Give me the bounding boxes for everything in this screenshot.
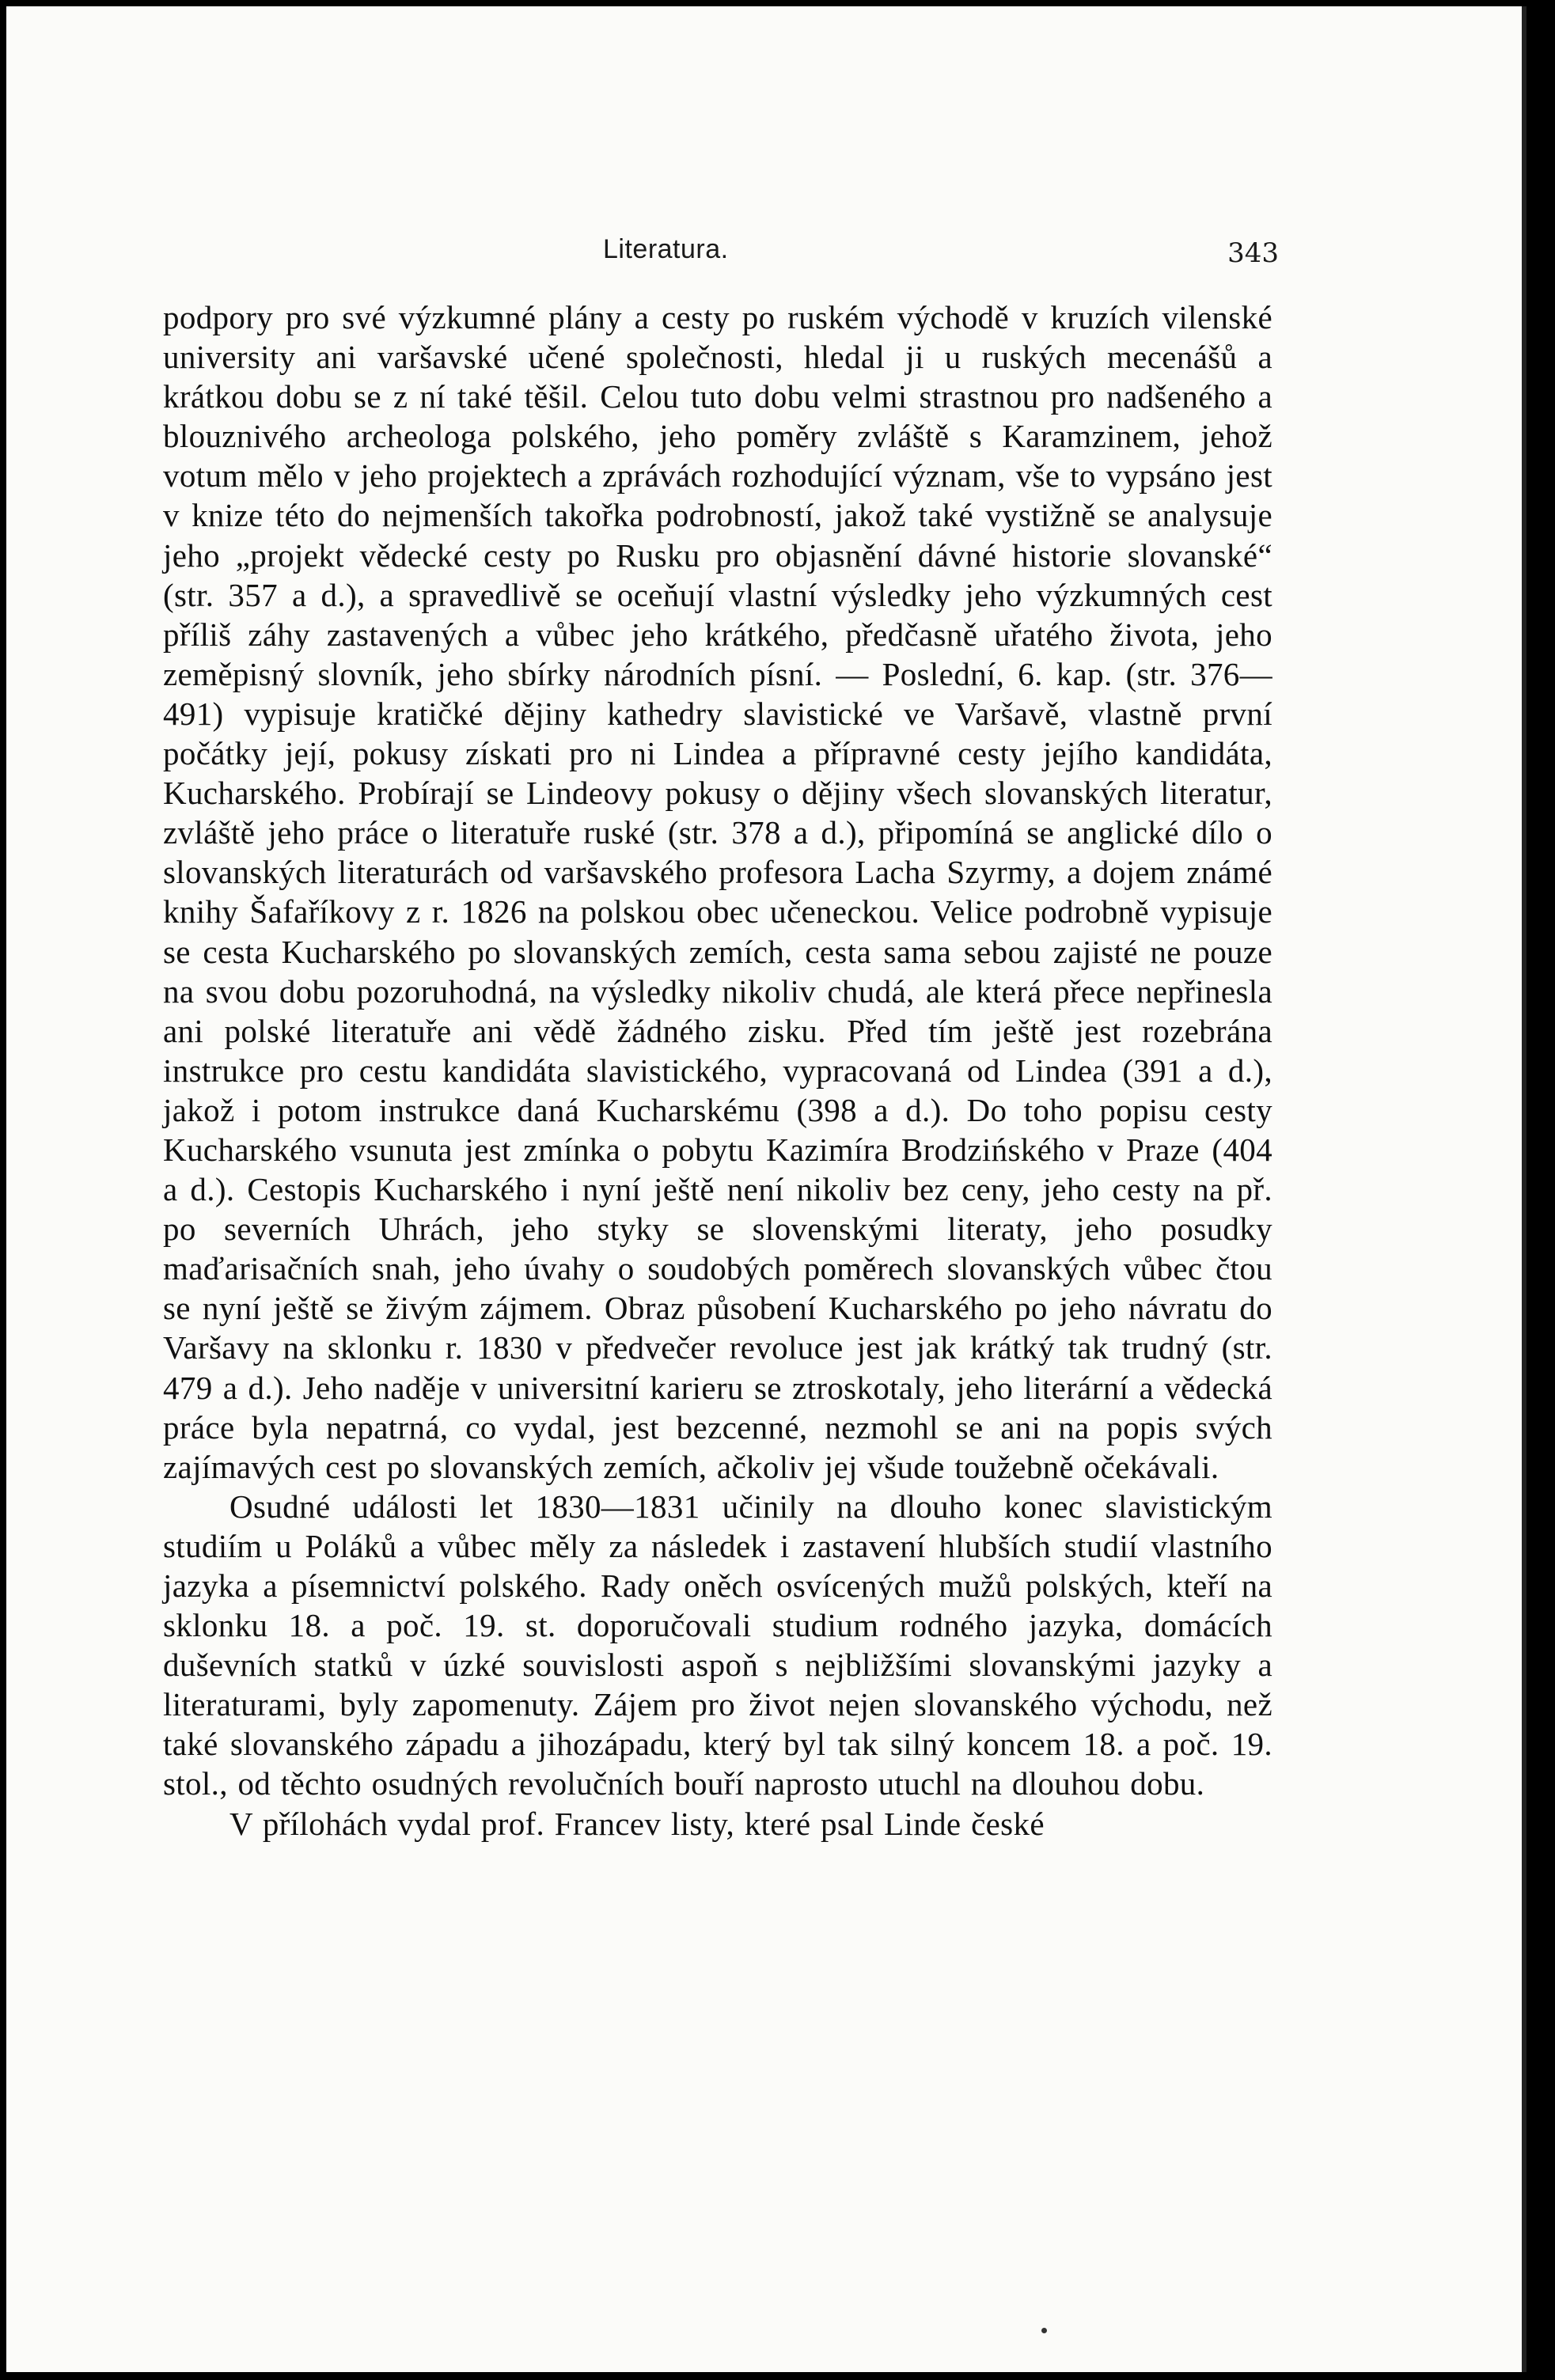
paragraph-3: V přílohách vydal prof. Francev listy, které psal Linde české	[229, 1805, 1045, 1842]
body-text	[163, 298, 1272, 1844]
page-number: 343	[1227, 237, 1279, 269]
paragraph-2: Osudné události let 1830—1831 učinily na dlouho konec slavistickým studiím u Poláků a vůbec měly za následek i zastavení hlubších studií vlastního jazyka a písemnictví polského. Rady oněch osvícených mužů polských, kteří na sklonku 18. a poč. 19. st. doporučovali studium rodného jazyka, domácích duševních statků v úzké souvislosti aspoň s nejbližšími slovanskými jazyky a literaturami, byly zapomenuty. Zájem pro život nejen slovanského východu, než také slovanského západu a jihozápadu, který byl tak silný koncem 18. a poč. 19. stol., od těchto osudných revolučních bouří naprosto utuchl na dlouhou dobu.	[163, 1488, 1272, 1802]
print-dot-mark	[1041, 2328, 1047, 2333]
running-head: Literatura.	[603, 234, 729, 264]
paragraph-1: podpory pro své výzkumné plány a cesty po ruském východě v kruzích vilenské university ani varšavské učené společnosti, hledal ji u ruských mecenášů a krátkou dobu se z ní také těšil. Celou tuto dobu velmi strastnou pro nadšeného a blouznivého archeologa polského, jeho poměry zvláště s Karamzinem, jehož votum mělo v jeho projektech a zprávách rozhodující význam, vše to vypsáno jest v knize této do nejmenších takořka podrobností, jakož také vystižně se analysuje jeho „projekt vědecké cesty po Rusku pro objasnění dávné historie slovanské“ (str. 357 a d.), a spravedlivě se oceňují vlastní výsledky jeho výzkumných cest příliš záhy zastavených a vůbec jeho krátkého, předčasně uřatého života, jeho zeměpisný slovník, jeho sbírky národních písní. — Poslední, 6. kap. (str. 376—491) vypisuje kratičké dějiny kathedry slavistické ve Varšavě, vlastně první počátky její, pokusy získati pro ni Lindea a přípravné cesty jejího kandidáta, Kucharského. Probírají se Lindeovy pokusy o dějiny všech slovanských literatur, zvláště jeho práce o literatuře ruské (str. 378 a d.), připomíná se anglické dílo o slovanských literaturách od varšavského profesora Lacha Szyrmy, a dojem známé knihy Šafaříkovy z r. 1826 na polskou obec učeneckou. Velice podrobně vypisuje se cesta Kucharského po slovanských zemích, cesta sama sebou zajisté ne pouze na svou dobu pozoruhodná, na výsledky nikoliv chudá, ale která přece nepřinesla ani polské literatuře ani vědě žádného zisku. Před tím ještě jest rozebrána instrukce pro cestu kandidáta slavistického, vypracovaná od Lindea (391 a d.), jakož i potom instrukce daná Kucharskému (398 a d.). Do toho popisu cesty Kucharského vsunuta jest zmínka o pobytu Kazimíra Brodzińského v Praze (404 a d.). Cestopis Kucharského i nyní ještě není nikoliv bez ceny, jeho cesty na př. po severních Uhrách, jeho styky se slovenskými literaty, jeho posudky maďarisačních snah, jeho úvahy o soudobých poměrech slovanských vůbec čtou se nyní ještě se živým zájmem. Obraz působení Kucharského po jeho návratu do Varšavy na sklonku r. 1830 v předvečer revoluce jest jak krátký tak trudný (str. 479 a d.). Jeho naděje v universitní karieru se ztroskotaly, jeho literární a vědecká práce byla nepatrná, co vydal, jest bezcenné, nezmohl se ani na popis svých zajímavých cest po slovanských zemích, ačkoliv jej všude toužebně očekávali.	[163, 299, 1272, 1485]
page-header	[155, 234, 1279, 282]
page-edge-shadow	[1522, 6, 1527, 2372]
